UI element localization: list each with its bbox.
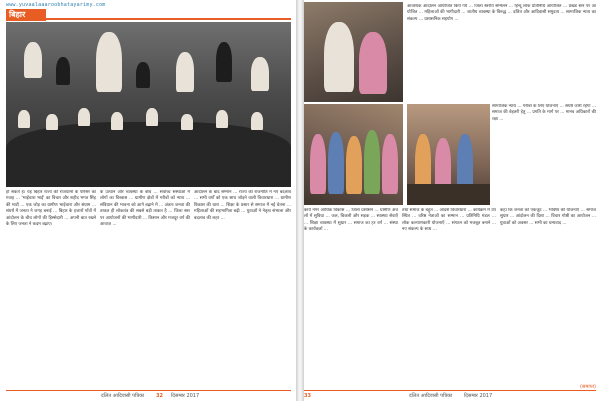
article-text: आवश्यक आंदोलन आयोजित किये गये ... जिला स्तरीय सम्मेलन ... हिन्दू लोक प्रतिनिधि आयोजित ... प्रखंड स्तर पर आयोजित ... महिलाओं की भागीदारी ... जातीय व्यवस्था के विरुद्ध ... दलित और आदिवासी समुदाय ... सामाजिक न्याय का संकल्प ... प्रशासनिक सहयोग ...	[407, 4, 596, 22]
article-text: तथा समाज के बहुत ... आदर्श विचारधारा ... कार्यक्रम में उपस्थित ... वरिष्ठ नेताओं का सम्मान ... प्रतिनिधि मंडल ... लोक कल्याणकारी योजनाएँ ... संगठन को मजबूत बनाने ... नए संकल्प के साथ ...	[402, 208, 496, 233]
article-text: आंदोलन के बाद सम्मान ... राज्य की राजनीति में नए बदलाव ... सभी वर्गों को एक साथ जोड़ने वाली विचारधारा ... ग्रामीण विकास की धारा ... शिक्षा के प्रसार से समाज में नई चेतना ... महिलाओं की सहभागिता बढ़ी ... युवाओं ने नेतृत्व संभाला और बदलाव की लहर ...	[194, 190, 291, 221]
footer-title: दलित आदिवासी पत्रिका	[101, 393, 145, 399]
section-rule	[46, 18, 291, 20]
article-text: सामाजिक न्याय ... गरीबों के लिए योजनाएँ ... संघर्ष जारी रहेगा ... समाज की बेहतरी हेतु ... प्रगति के मार्ग पर ... मानव अधिकारों की रक्षा ...	[492, 104, 596, 122]
section-label: बिहार	[6, 9, 46, 21]
right-footer	[304, 390, 596, 399]
footer-date: दिसम्बर 2017	[464, 393, 493, 399]
article-text: कार्य नगर आर्थिक विकास ... जिला प्रशासन ... ग्रामीण अंचलों में सुविधा ... जल, बिजली और सड़क ... स्वास्थ्य सेवाएँ ... शिक्षा व्यवस्था में सुधार ... समाज का हर वर्ग ... संस्था के कार्यकर्ता ...	[304, 208, 398, 233]
article-column-1	[6, 190, 96, 385]
page-gutter	[296, 0, 304, 401]
page-number: 32	[156, 393, 163, 399]
end-tag: (समाप्त)	[580, 384, 596, 390]
footer-title: दलित आदिवासी पत्रिका	[409, 393, 453, 399]
article-column-8	[500, 208, 596, 385]
article-column-7	[402, 208, 496, 385]
article-column-2	[100, 190, 190, 385]
site-url[interactable]: www.yuvaalaaaroobhatayarimy.com	[6, 2, 106, 8]
left-page	[0, 0, 297, 401]
article-column-3	[194, 190, 291, 385]
left-footer	[6, 390, 291, 399]
portrait-photo	[304, 2, 403, 102]
women-group-photo	[304, 104, 403, 205]
article-text: हो सकते हैं। यह बिहार राज्य की राजधानी के परिसर का गवाह ... 'भाईचारा भाई' का विचार और शहीद भगत सिंह की माटी ... एक जोड़ का ग्रामीण भाईचारा और संग्राम ... संघर्ष में जनता ने जगह बनाई ... बिहार के हजारों गाँवों में आंदोलन के बीच लोगों की हिस्सेदारी ... अपनी बात रखने के लिए जनता ने कदम बढ़ाए।	[6, 190, 96, 228]
article-column-5	[492, 104, 596, 205]
crowd-photo	[6, 22, 291, 187]
article-text: कहा कि जनता को एकजुट ... भविष्य की योजनाएँ ... समाज सुधार ... आंदोलन की दिशा ... विचार गोष्ठी का आयोजन ... युवाओं को अवसर ... सभी का धन्यवाद ...	[500, 208, 596, 226]
page-number: 33	[304, 393, 311, 399]
article-column-4	[407, 4, 596, 102]
article-column-6	[304, 208, 398, 385]
footer-date: दिसम्बर 2017	[171, 393, 200, 399]
training-photo	[407, 104, 490, 205]
article-text: के उत्थान और व्यवस्था के बीच ... सर्वोच्च संस्थाओं में लोगों का विश्वास ... ग्रामीण क्षेत्रों में गरीबों को न्याय ... संविधान की भावना को आगे बढ़ाने में ... अंततः जनता की ताकत ही लोकतंत्र की सबसे बड़ी ताकत है ... जिला स्तर पर आयोजनों की भागीदारी ... किसान और मजदूर वर्ग की आवाज़ ...	[100, 190, 190, 228]
